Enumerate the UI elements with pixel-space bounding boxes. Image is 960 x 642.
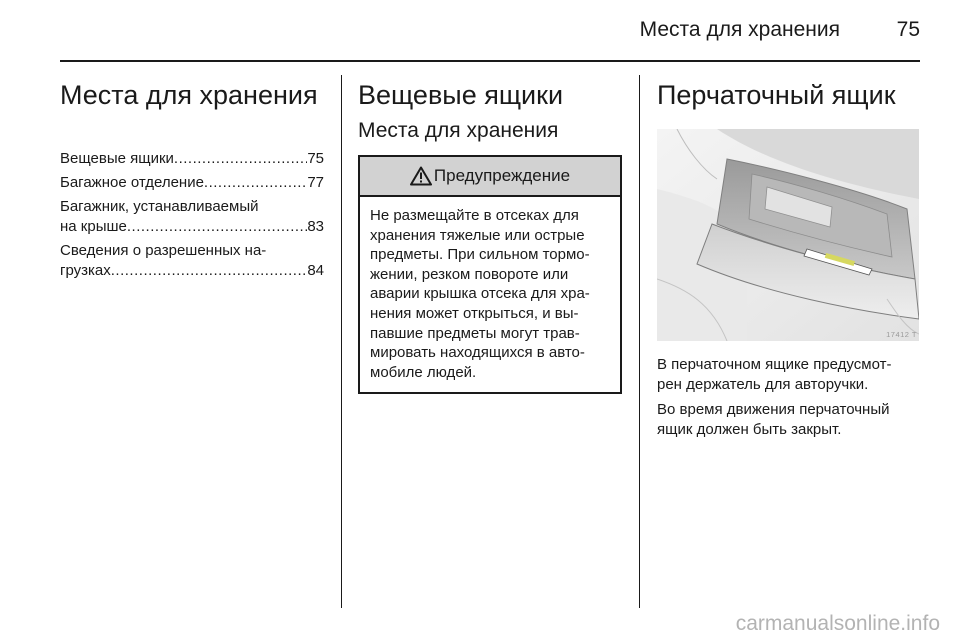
toc-leader-dots (174, 149, 307, 169)
toc-entry[interactable] (60, 241, 324, 281)
paragraph-line: рен держатель для авторучки. (657, 375, 869, 393)
site-watermark: carmanualsonline.info (735, 612, 940, 635)
toc-entry[interactable] (60, 197, 324, 237)
warning-line: мировать находящихся в авто- (370, 344, 585, 362)
column-glovebox (657, 62, 921, 445)
toc-entry[interactable] (60, 149, 324, 169)
column-contents (60, 62, 324, 285)
glovebox-drawing (657, 129, 919, 341)
toc-leader-dots (111, 261, 308, 281)
section-heading: Вещевые ящики (358, 80, 564, 110)
warning-line: хранения тяжелые или острые (370, 226, 585, 244)
warning-line: мобиле людей. (370, 363, 477, 381)
warning-line: нения может открыться, и вы- (370, 304, 579, 322)
toc-entry-page: 77 (307, 174, 324, 191)
paragraph (657, 400, 921, 439)
paragraph-line: В перчаточном ящике предусмот- (657, 356, 892, 373)
paragraph (657, 355, 921, 394)
toc-entry-label: Сведения о разрешенных на- (60, 242, 267, 259)
warning-line: аварии крышка отсека для хра- (370, 285, 590, 303)
paragraph-line: Во время движения перчаточный (657, 401, 890, 419)
section-heading: Перчаточный ящик (657, 80, 896, 110)
toc-entry[interactable] (60, 173, 324, 193)
warning-line: жении, резком повороте или (370, 265, 569, 283)
chapter-heading: Места для хранения (60, 80, 318, 110)
page-number: 75 (896, 18, 920, 41)
warning-header (360, 157, 620, 197)
toc-leader-dots (204, 173, 307, 193)
toc-entry-label: Багажник, устанавливаемый (60, 198, 259, 215)
figure-code: 17412 T (886, 330, 917, 339)
warning-triangle-icon (410, 166, 432, 186)
warning-line: Не размещайте в отсеках для (370, 207, 579, 224)
toc-entry-label: грузках (60, 262, 111, 279)
warning-text (360, 197, 620, 392)
toc-entry-label: на крыше (60, 218, 127, 235)
column-storage (358, 62, 622, 394)
subsection-heading: Места для хранения (358, 119, 559, 142)
warning-line: павшие предметы могут трав- (370, 324, 580, 342)
toc-entry-label: Багажное отделение (60, 174, 204, 191)
warning-title: Предупреждение (433, 166, 571, 185)
toc-entry-page: 84 (307, 262, 324, 279)
toc-entry-label: Вещевые ящики (60, 150, 174, 167)
warning-line: предметы. При сильном тормо- (370, 246, 590, 264)
toc-entry-page: 75 (307, 150, 324, 167)
warning-box (358, 155, 622, 394)
toc-entry-page: 83 (307, 218, 324, 235)
glovebox-illustration (657, 129, 919, 341)
column-divider (341, 75, 342, 608)
column-divider (639, 75, 640, 608)
toc-leader-dots (127, 217, 307, 237)
running-header-title: Места для хранения (639, 18, 840, 41)
table-of-contents (60, 149, 324, 281)
paragraph-line: ящик должен быть закрыт. (657, 420, 842, 438)
